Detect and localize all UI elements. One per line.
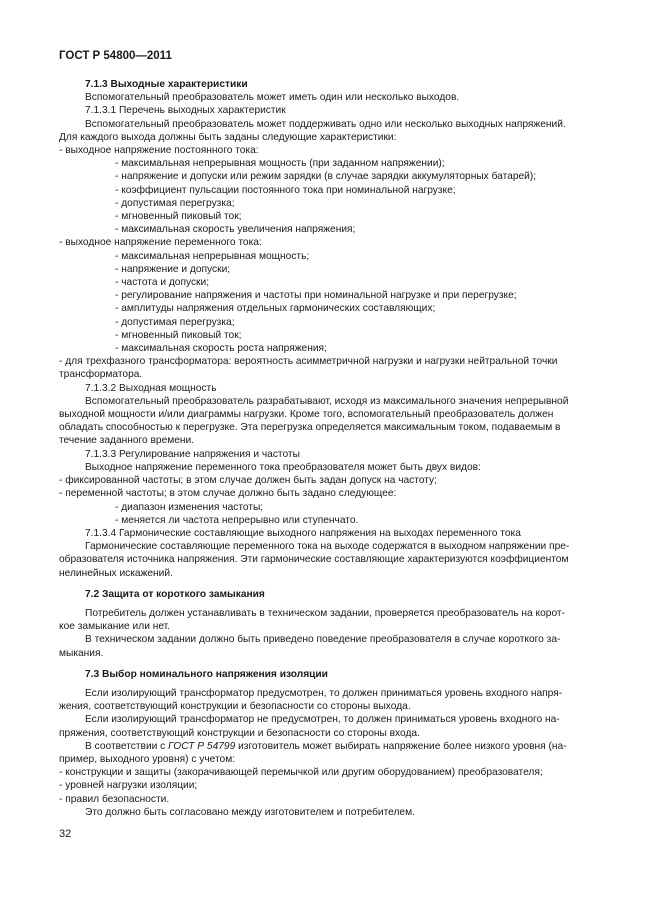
- paragraph: Это должно быть согласовано между изготовителем и потребителем.: [85, 806, 415, 818]
- paragraph: обладать способностью к перегрузке. Эта перегрузка определяется максимальным током, подаваемым в: [59, 422, 561, 434]
- paragraph: Вспомогательный преобразователь разрабатывают, исходя из максимального значения непрерывной: [85, 395, 569, 407]
- list-item: - мгновенный пиковый ток;: [115, 329, 242, 341]
- list-item: - максимальная скорость роста напряжения;: [115, 343, 327, 355]
- text: изготовитель может выбирать напряжение более низкого уровня (на-: [235, 740, 567, 752]
- paragraph: Если изолирующий трансформатор предусмотрен, то должен приниматься уровень входного напря-: [85, 687, 563, 699]
- list-item: - максимальная непрерывная мощность (при заданном напряжении);: [115, 158, 445, 170]
- paragraph: Вспомогательный преобразователь может поддерживать одно или несколько выходных напряжений.: [85, 118, 566, 130]
- list-item: - напряжение и допуски или режим зарядки (в случае зарядки аккумуляторных батарей);: [115, 171, 537, 183]
- list-item: - допустимая перегрузка;: [115, 316, 235, 328]
- paragraph: течение заданного времени.: [59, 435, 195, 447]
- paragraph: Потребитель должен устанавливать в техническом задании, проверяется преобразователь на корот-: [85, 607, 565, 619]
- page-number: 32: [59, 828, 72, 840]
- list-item: - коэффициент пульсации постоянного тока при номинальной нагрузке;: [115, 184, 456, 196]
- paragraph: Гармонические составляющие переменного тока на выходе содержатся в выходном напряжении пре-: [85, 541, 570, 553]
- subsection-heading-7-1-3-3: 7.1.3.3 Регулирование напряжения и частоты: [85, 448, 300, 460]
- list-item: - допустимая перегрузка;: [115, 197, 235, 209]
- list-item: - напряжение и допуски;: [115, 263, 231, 275]
- list-item: - регулирование напряжения и частоты при номинальной нагрузке и при перегрузке;: [115, 290, 517, 302]
- section-heading-7-3: 7.3 Выбор номинального напряжения изоляции: [85, 668, 328, 680]
- section-heading-7-2: 7.2 Защита от короткого замыкания: [85, 588, 265, 600]
- paragraph: пряжения, соответствующий конструкции и безопасности со стороны входа.: [59, 727, 420, 739]
- text: В соответствии с: [85, 740, 169, 752]
- paragraph: мыкания.: [59, 647, 104, 659]
- paragraph: Если изолирующий трансформатор не предусмотрен, то должен приниматься уровень входного на-: [85, 714, 560, 726]
- list-item: - диапазон изменения частоты;: [115, 501, 264, 513]
- paragraph: трансформатора.: [59, 369, 143, 381]
- list-item: - меняется ли частота непрерывно или ступенчато.: [115, 514, 359, 526]
- paragraph: пример, выходного уровня) с учетом:: [59, 753, 236, 765]
- subsection-heading-7-1-3-4: 7.1.3.4 Гармонические составляющие выходного напряжения на выходах переменного тока: [85, 527, 521, 539]
- list-item: - частота и допуски;: [115, 277, 210, 289]
- list-label-ac: - выходное напряжение переменного тока:: [59, 237, 262, 249]
- paragraph: образователя источника напряжения. Эти гармонические составляющие характеризуются коэффициентом: [59, 554, 569, 566]
- paragraph: нелинейных искажений.: [59, 567, 173, 579]
- list-item: - максимальная непрерывная мощность;: [115, 250, 310, 262]
- paragraph: кое замыкание или нет.: [59, 621, 171, 633]
- section-heading-7-1-3: 7.1.3 Выходные характеристики: [85, 79, 248, 90]
- paragraph: - для трехфазного трансформатора: вероятность асимметричной нагрузки и нагрузки нейтральной точки: [59, 356, 558, 368]
- paragraph: Вспомогательный преобразователь может иметь один или несколько выходов.: [85, 92, 460, 104]
- list-item: - максимальная скорость увеличения напряжения;: [115, 224, 356, 236]
- list-item: - мгновенный пиковый ток;: [115, 211, 242, 223]
- list-item: - правил безопасности.: [59, 793, 170, 805]
- standard-reference: ГОСТ Р 54799: [168, 740, 236, 752]
- paragraph: В техническом задании должно быть приведено поведение преобразователя в случае короткого за-: [85, 634, 561, 646]
- page-body: [59, 78, 599, 819]
- list-item: - амплитуды напряжения отдельных гармонических составляющих;: [115, 303, 436, 315]
- paragraph-with-reference: [59, 740, 599, 753]
- subsection-heading-7-1-3-1: 7.1.3.1 Перечень выходных характеристик: [85, 105, 286, 117]
- list-item: - переменной частоты; в этом случае должно быть задано следующее:: [59, 488, 397, 500]
- paragraph: выходной мощности и/или диаграммы нагрузки. Кроме того, вспомогательный преобразователь должен: [59, 409, 554, 421]
- list-label-dc: - выходное напряжение постоянного тока:: [59, 145, 259, 157]
- list-item: - фиксированной частоты; в этом случае должен быть задан допуск на частоту;: [59, 475, 437, 487]
- list-item: - уровней нагрузки изоляции;: [59, 780, 198, 792]
- paragraph: Выходное напряжение переменного тока преобразователя может быть двух видов:: [85, 461, 481, 473]
- list-item: - конструкции и защиты (закорачивающей перемычкой или другим оборудованием) преобразователя;: [59, 767, 543, 779]
- subsection-heading-7-1-3-2: 7.1.3.2 Выходная мощность: [85, 382, 217, 394]
- document-header: ГОСТ Р 54800—2011: [59, 50, 172, 62]
- paragraph: жения, соответствующий конструкции и безопасности со стороны выхода.: [59, 701, 411, 713]
- paragraph: Для каждого выхода должны быть заданы следующие характеристики:: [59, 131, 397, 143]
